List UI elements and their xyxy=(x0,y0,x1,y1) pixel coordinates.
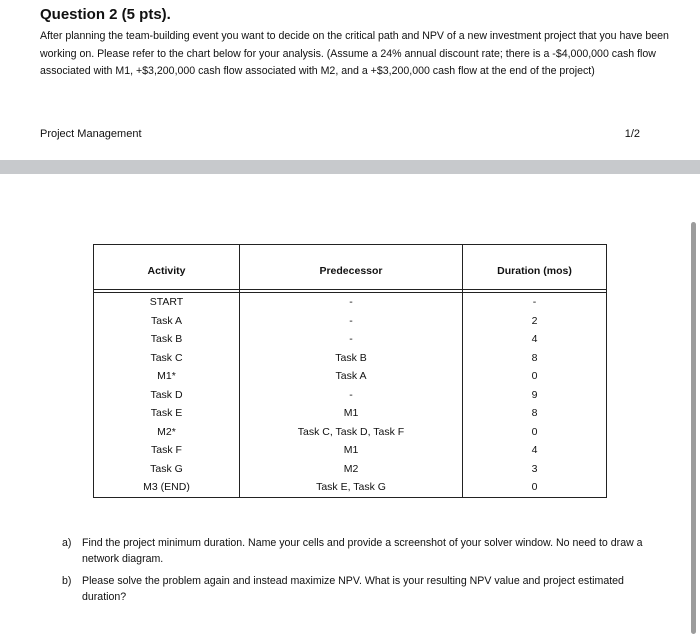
sub-question-text: Please solve the problem again and instead maximize NPV. What is your resulting NPV value and project estimated duration? xyxy=(82,575,624,603)
cell-duration: 2 xyxy=(531,314,538,327)
cell-activity: Task G xyxy=(150,462,183,475)
sub-question xyxy=(62,535,662,567)
sub-question-label: a) xyxy=(62,537,72,549)
cell-duration: 4 xyxy=(531,333,538,345)
sub-question xyxy=(62,573,662,605)
question-text: After planning the team-building event you want to decide on the critical path and NPV of a new investment project that you have been working on. Please refer to the chart below for your analysis. (Assume a 24% annual discount rate; there is a -$4,000,000 cash flow associated with M1, +$3,200,000 cash flow associated with M2, and a +$3,200,000 cash flow at the end of the project) xyxy=(40,30,669,77)
scrollbar[interactable] xyxy=(691,222,696,634)
cell-duration: 9 xyxy=(531,388,538,401)
column-header-predecessor: Predecessor xyxy=(319,265,383,277)
cell-predecessor: M2 xyxy=(343,462,359,475)
column-header-activity: Activity xyxy=(147,265,186,277)
sub-question-label: b) xyxy=(62,575,72,587)
cell-activity: M3 (END) xyxy=(143,481,190,493)
cell-duration: 0 xyxy=(531,370,538,382)
cell-predecessor: Task A xyxy=(335,370,367,382)
cell-duration: 0 xyxy=(531,481,538,493)
cell-predecessor: Task E, Task G xyxy=(316,481,386,493)
header-divider xyxy=(94,289,606,290)
sub-questions xyxy=(62,535,662,611)
header-title: Project Management xyxy=(40,128,142,140)
cell-activity: M2* xyxy=(157,425,176,438)
cell-activity: START xyxy=(149,296,184,308)
cell-duration: 0 xyxy=(531,425,538,438)
cell-activity: Task E xyxy=(150,407,183,419)
question-title: Question 2 (5 pts). xyxy=(40,6,171,23)
cell-duration: 8 xyxy=(531,351,538,364)
cell-predecessor: - xyxy=(349,388,353,401)
cell-predecessor: M1 xyxy=(343,407,359,419)
cell-predecessor: Task C, Task D, Task F xyxy=(297,425,405,438)
cell-predecessor: - xyxy=(349,296,353,308)
column-header-duration: Duration (mos) xyxy=(497,265,572,277)
cell-activity: Task B xyxy=(150,333,183,345)
cell-duration: 3 xyxy=(531,462,538,475)
page-number: 1/2 xyxy=(624,128,640,140)
cell-activity: Task C xyxy=(150,351,183,364)
cell-predecessor: - xyxy=(349,333,353,345)
cell-duration: - xyxy=(532,296,537,308)
cell-duration: 4 xyxy=(531,444,538,456)
cell-activity: M1* xyxy=(157,370,176,382)
page-separator xyxy=(0,160,700,174)
cell-activity: Task A xyxy=(151,314,182,327)
cell-activity: Task F xyxy=(151,444,182,456)
activity-table xyxy=(93,244,607,498)
cell-duration: 8 xyxy=(531,407,538,419)
cell-activity: Task D xyxy=(150,388,183,401)
cell-predecessor: Task B xyxy=(335,351,367,364)
sub-question-text: Find the project minimum duration. Name your cells and provide a screenshot of your solver window. No need to draw a network diagram. xyxy=(82,537,643,565)
cell-predecessor: M1 xyxy=(343,444,359,456)
cell-predecessor: - xyxy=(349,314,353,327)
